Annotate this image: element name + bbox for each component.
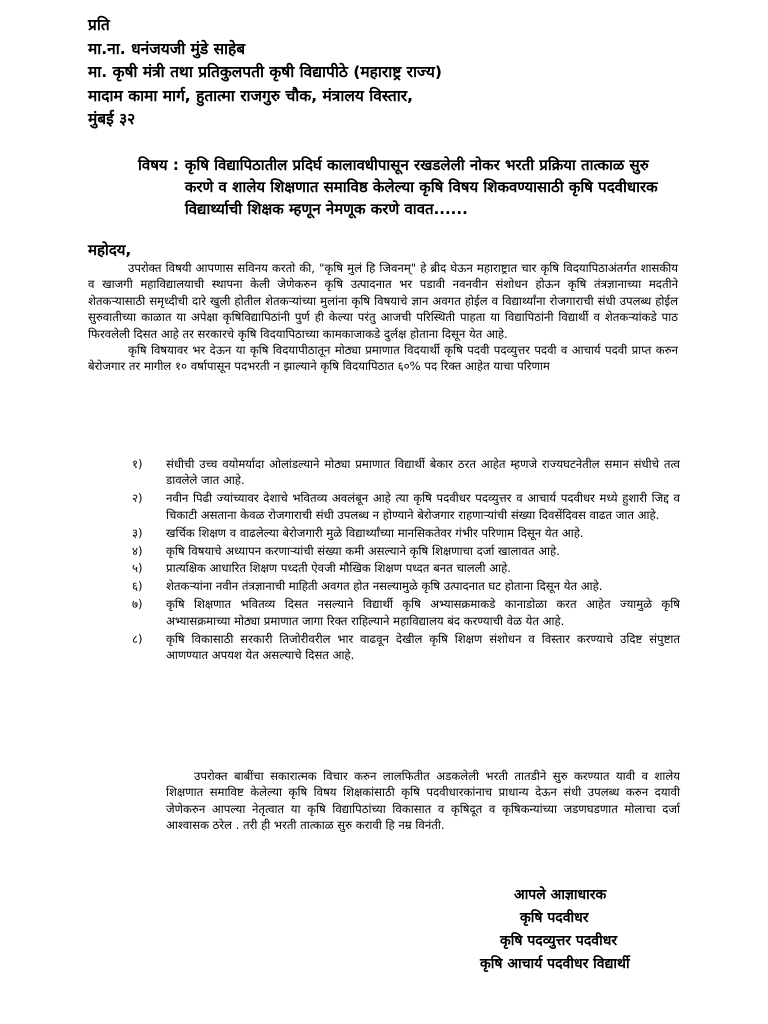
address-line-street: मादाम कामा मार्ग, हुतात्मा राजगुरु चौक, मंत्रालय विस्तार, (88, 86, 413, 105)
list-item-number: १) (132, 457, 143, 471)
list-item (132, 456, 680, 489)
list-item (132, 490, 680, 523)
subject-text: कृषि विद्यापिठातील प्रदिर्घ कालावधीपासून रखडलेली नोकर भरती प्रक्रिया तात्काळ सुरु करणे व शालेय शिक्षणात समाविष्ठ केलेल्या कृषि विषय शिकवण्यासाठी कृषि पदवीधारक विद्यार्थ्याची शिक्षक म्हणून नेमणूक करणे वावत...... (184, 156, 658, 218)
body-paragraph-1: उपरोक्त विषयी आपणास सविनय करतो की, "कृषि मुलं हि जिवनम्" हे ब्रीद घेऊन महाराष्ट्रात चार कृषि विदयापिठाअंतर्गत शासकीय व खाजगी महाविद्यालयाची स्थापना केली जेणेकरुन कृषि उत्पादनात भर पडावी नवनवीन संशोधन होऊन कृषि तंत्रज्ञानाच्या मदतीने शेतकऱ्यासाठी समृध्दीची दारे खुली होतील शेतकऱ्यांच्या मुलांना कृषि विषयाचे ज्ञान अवगत होईल व विद्यार्थ्यांना रोजगाराची संधी उपलब्ध होईल सुरुवातीच्या काळात या अपेक्षा कृषिविद्यापिठांनी पुर्ण ही केल्या परंतु आजची परिस्थिती पाहता या विद्यापिठांनी विद्यार्थी व शेतकऱ्यांकडे पाठ फिरवलेली दिसत आहे तर सरकारचे कृषि विदयापिठाच्या कामकाजाकडे दुर्लक्ष होताना दिसून येत आहे. (88, 261, 678, 341)
list-item-text: नवीन पिढी ज्यांच्यावर देशाचे भवितव्य अवलंबून आहे त्या कृषि पदवीधर पदव्युत्तर व आचार्य पदवीधर मध्ये हुशारी जिद्द व चिकाटी असताना केवळ रोजगाराची संधी उपलब्ध न होण्याने बेरोजगार राहणाऱ्यांची संख्या दिवसेंदिवस वाढत जात आहे. (166, 491, 680, 522)
address-line-name: मा.ना. धनंजयजी मुंडे साहेब (88, 39, 246, 58)
list-item-text: कृषि विषयाचे अध्यापन करणाऱ्यांची संख्या कमी असल्याने कृषि शिक्षणाचा दर्जा खालावत आहे. (166, 543, 560, 558)
list-item (132, 525, 680, 541)
list-item-text: शेतकऱ्यांना नवीन तंत्रज्ञानाची माहिती अवगत होत नसल्यामुळे कृषि उत्पादनात घट होताना दिसून येत आहे. (166, 579, 603, 594)
list-item (132, 596, 680, 629)
address-line-designation: मा. कृषी मंत्री तथा प्रतिकुलपती कृषी विद्यापीठे (महाराष्ट्र राज्य) (88, 63, 442, 81)
list-item-number: ६) (132, 579, 143, 594)
list-item (132, 560, 680, 576)
salutation: महोदय, (88, 241, 132, 259)
list-item-text: कृषि विकासाठी सरकारी तिजोरीवरील भार वाढवून देखील कृषि शिक्षण संशोधन व विस्तार करण्याचे उदिष्ट संपुष्टात आणण्यात अपयश येत असल्याचे दिसत आहे. (166, 631, 680, 662)
list-item (132, 543, 680, 559)
list-item-number: २) (132, 491, 143, 506)
letter-body (88, 260, 678, 375)
list-item-text: संधीची उच्च वयोमर्यादा ओलांडल्याने मोठ्या प्रमाणात विद्यार्थी बेकार ठरत आहेत म्हणजे राज्यघटनेतील समान संधीचे तत्व डावलेले जात आहे. (166, 457, 680, 488)
signature-block (470, 884, 700, 976)
list-item (132, 578, 680, 594)
signature-line-4: कृषि आचार्य पदवीधर विद्यार्थी (480, 956, 630, 972)
address-line-city: मुंबई ३२ (88, 110, 136, 128)
subject-block (138, 154, 658, 220)
list-item-number: ४) (132, 543, 143, 558)
body-paragraph-2: कृषि विषयावर भर देऊन या कृषि विदयापीठातून मोठ्या प्रमाणात विदयार्थी कृषि पदवी पदव्युत्तर पदवी व आचार्य पदवी प्राप्त करुन बेरोजगार तर मागील १० वर्षापासून पदभरती न झाल्याने कृषि विदयापिठात ६०% पद रिक्त आहेत याचा परिणाम (88, 343, 678, 374)
list-item-text: कृषि शिक्षणात भवितव्य दिसत नसल्याने विद्यार्थी कृषि अभ्यासक्रमाकडे कानाडोळा करत आहेत ज्यामुळे कृषि अभ्यासक्रमाच्या मोठ्या प्रमाणात जागा रिक्त राहिल्याने महाविद्यालय बंद करण्याची वेळ येत आहे. (166, 597, 680, 628)
list-item-number: ७) (132, 597, 143, 612)
recipient-address (88, 14, 442, 132)
list-item-text: खर्चिक शिक्षण व वाढलेल्या बेरोजगारी मुळे विद्यार्थ्यांच्या मानसिकतेवर गंभीर परिणाम दिसून येत आहे. (166, 525, 584, 540)
subject-label: विषय : (138, 156, 179, 174)
signature-line-1: आपले आज्ञाधारक (514, 887, 607, 903)
list-item-number: ८) (132, 631, 143, 646)
consequence-list (132, 456, 680, 665)
list-item (132, 631, 680, 664)
signature-line-3: कृषि पदव्युत्तर पदवीधर (500, 933, 618, 949)
closing-paragraph: उपरोक्त बाबींचा सकारात्मक विचार करुन लालफितीत अडकलेली भरती तातडीने सुरु करण्यात यावी व शालेय शिक्षणात समाविष्ट केलेल्या कृषि विषय शिक्षकांसाठी कृषि पदवीधारकांनाच प्राधान्य देऊन संधी उपलब्ध करुन दयावी जेणेकरुन आपल्या नेतृत्वात या कृषि विद्यापिठांच्या विकासात व कृषिदूत व कृषिकन्यांच्या जडणघडणात मोलाचा दर्जा आश्वासक ठरेल . तरी ही भरती तात्काळ सुरु करावी हि नम्र विनंती. (166, 769, 680, 833)
list-item-number: ३) (132, 525, 143, 540)
signature-line-2: कृषि पदवीधर (520, 910, 589, 926)
address-line-to: प्रति (88, 16, 110, 34)
closing-block (166, 768, 680, 834)
list-item-number: ५) (132, 561, 143, 576)
list-item-text: प्रात्यक्षिक आधारित शिक्षण पध्दती ऐवजी मौखिक शिक्षण पध्दत बनत चालली आहे. (166, 561, 511, 576)
